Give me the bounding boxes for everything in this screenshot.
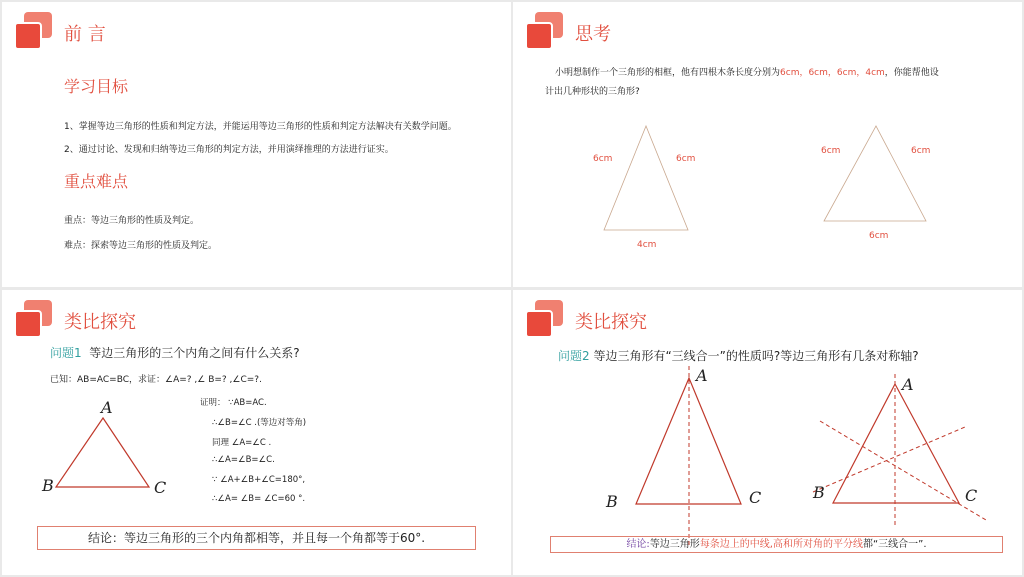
- slide-title: 类比探究: [575, 312, 647, 333]
- proof-line-1: 证明： ∵AB=AC.: [200, 398, 267, 408]
- t1-left-label: 6cm: [593, 154, 613, 164]
- question-lengths: 6cm，6cm，6cm，4cm: [780, 68, 885, 78]
- symmetry-axis-3: [813, 427, 965, 492]
- conclusion-highlight: 每条边上的中线,高和所对角的平分线: [699, 539, 863, 550]
- left-vertex-c-label: C: [749, 488, 762, 507]
- triangle-equilateral: [824, 126, 926, 221]
- proof-line-4: ∴∠A=∠B=∠C.: [212, 455, 275, 465]
- right-vertex-b-label: B: [813, 483, 825, 502]
- t2-left-label: 6cm: [821, 146, 841, 156]
- right-vertex-c-label: C: [965, 486, 978, 505]
- symmetry-figure: [513, 290, 1022, 575]
- vertex-a-label: A: [101, 398, 113, 417]
- key-point: 重点：等边三角形的性质及判定。: [64, 216, 200, 226]
- t1-right-label: 6cm: [676, 154, 696, 164]
- triangle-isosceles: [604, 126, 688, 230]
- t1-bottom-label: 4cm: [637, 240, 657, 250]
- slide-title: 前 言: [64, 24, 106, 45]
- logo-icon: [12, 12, 54, 52]
- question-text: 等边三角形的三个内角之间有什么关系?: [89, 346, 300, 360]
- vertex-c-label: C: [154, 478, 167, 497]
- conclusion-text-a: 等边三角形: [649, 539, 700, 550]
- left-vertex-b-label: B: [606, 492, 618, 511]
- question-label: 问题1: [50, 346, 82, 360]
- t2-right-label: 6cm: [911, 146, 931, 156]
- given-statement: 已知：AB=AC=BC，求证：∠A=? ,∠ B=? ,∠C=?.: [50, 375, 262, 385]
- slide-think[interactable]: [513, 2, 1022, 287]
- triangles-figure: [513, 2, 1022, 287]
- question-label: 问题2: [558, 349, 590, 363]
- proof-line-2: ∴∠B=∠C .(等边对等角): [212, 418, 307, 428]
- conclusion-label: 结论:: [626, 539, 650, 550]
- conclusion-box: [550, 536, 1003, 553]
- conclusion-box: 结论：等边三角形的三个内角都相等，并且每一个角都等于60°.: [37, 526, 476, 550]
- left-vertex-a-label: A: [696, 366, 708, 385]
- proof-line-5: ∵ ∠A+∠B+∠C=180°,: [212, 475, 306, 485]
- triangle-right: [833, 384, 959, 503]
- slide-title: 类比探究: [64, 312, 136, 333]
- slide-explore-2[interactable]: [513, 290, 1022, 575]
- equilateral-triangle: [56, 418, 149, 487]
- conclusion-text-b: 都“三线合一”.: [863, 539, 927, 550]
- question-text: 等边三角形有“三线合一”的性质吗?等边三角形有几条对称轴?: [593, 349, 919, 363]
- proof-line-6: ∴∠A= ∠B= ∠C=60 °.: [212, 494, 306, 504]
- goals-heading: 学习目标: [64, 77, 129, 96]
- key-heading: 重点难点: [64, 172, 129, 191]
- goal-2: 2、通过讨论、发现和归纳等边三角形的判定方法，并用演绎推理的方法进行证实。: [64, 145, 394, 155]
- slide-preface[interactable]: [2, 2, 511, 287]
- question-text-a: 小明想制作一个三角形的相框，他有四根木条长度分别为: [555, 68, 781, 78]
- difficult-point: 难点：探索等边三角形的性质及判定。: [64, 241, 218, 251]
- symmetry-axis-2: [820, 421, 986, 520]
- goal-1: 1、掌握等边三角形的性质和判定方法，并能运用等边三角形的性质和判定方法解决有关数学问题。: [64, 122, 457, 132]
- question-line-2: 计出几种形状的三角形?: [545, 87, 640, 97]
- vertex-b-label: B: [42, 476, 54, 495]
- question-text-b: ，你能帮他设: [884, 68, 939, 78]
- proof-line-3: 同理 ∠A=∠C .: [212, 438, 272, 448]
- slide-title: 思考: [575, 24, 611, 45]
- right-vertex-a-label: A: [902, 375, 914, 394]
- t2-bottom-label: 6cm: [869, 231, 889, 241]
- slide-explore-1[interactable]: [2, 290, 511, 575]
